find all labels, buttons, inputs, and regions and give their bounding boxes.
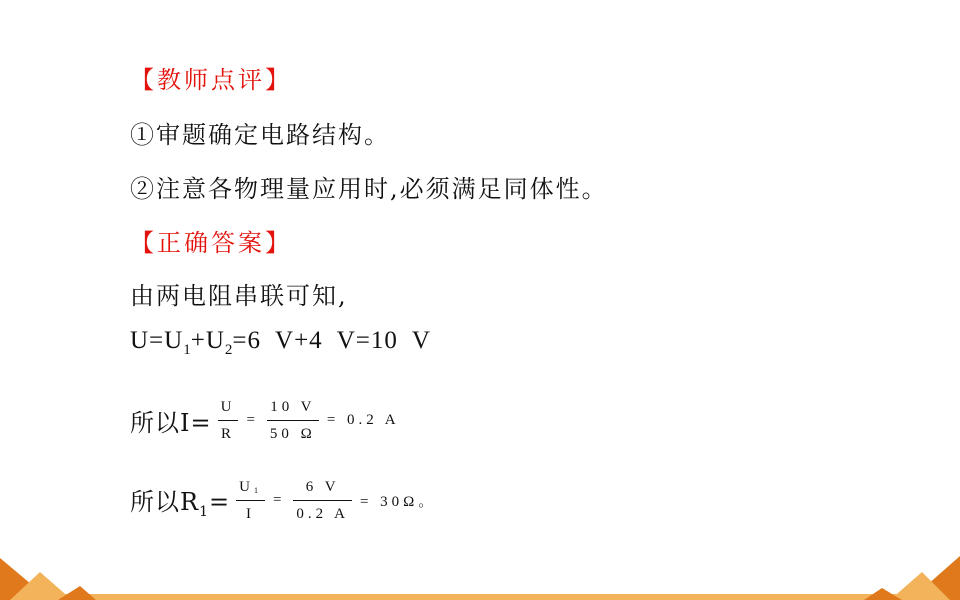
- fraction-u-over-r: [218, 396, 239, 445]
- resistance-eq-lead: [130, 482, 230, 520]
- fraction-denominator: R: [221, 426, 236, 442]
- current-equation: [130, 396, 402, 445]
- fraction-denominator: 50 Ω: [269, 426, 316, 442]
- correct-answer-heading: 【正确答案】: [130, 229, 292, 257]
- numerator-letter: U: [239, 479, 254, 495]
- resistance-eq-lead-text: 所以R: [130, 487, 200, 516]
- voltage-eq-part: =6 V+4 V=10 V: [232, 327, 431, 354]
- fraction-denominator: I: [246, 506, 256, 522]
- fraction-u1-over-i: [236, 476, 265, 525]
- resistance-result: = 30Ω。: [359, 494, 438, 510]
- fraction-bar: [293, 500, 352, 501]
- resistance-equation: [130, 476, 439, 525]
- teacher-review-heading: 【教师点评】: [130, 66, 292, 94]
- bottom-right-decor: [860, 550, 960, 600]
- fraction-numerator: U: [220, 399, 236, 415]
- fraction-bar: [267, 420, 319, 421]
- equals-sign: =: [246, 412, 259, 428]
- subscript: 1: [199, 503, 209, 520]
- bottom-decor-band: [0, 594, 960, 600]
- review-point-1: ①审题确定电路结构。: [130, 121, 390, 149]
- decor-triangle: [864, 588, 902, 600]
- voltage-equation: [130, 327, 431, 359]
- fraction-denominator: 0.2 A: [296, 506, 349, 522]
- subscript: 1: [183, 342, 191, 358]
- equals-sign: =: [209, 487, 231, 516]
- fraction-bar: [218, 420, 239, 421]
- fraction-numerator: [236, 476, 265, 498]
- fraction-values: [293, 476, 352, 525]
- voltage-eq-part: +U: [190, 327, 225, 354]
- subscript: 1: [253, 486, 262, 495]
- fraction-bar: [236, 500, 265, 501]
- voltage-eq-part: U=U: [130, 327, 184, 354]
- current-eq-lead: 所以I=: [130, 409, 212, 437]
- current-result: = 0.2 A: [326, 412, 400, 428]
- equals-sign: =: [272, 492, 286, 508]
- bottom-left-decor: [0, 550, 100, 600]
- review-point-2: ②注意各物理量应用时,必须满足同体性。: [130, 175, 608, 203]
- fraction-numerator: 10 V: [270, 399, 316, 415]
- subscript: 2: [224, 342, 233, 358]
- answer-statement: 由两电阻串联可知,: [130, 282, 348, 310]
- fraction-numerator: 6 V: [305, 479, 340, 495]
- fraction-values: [267, 396, 319, 445]
